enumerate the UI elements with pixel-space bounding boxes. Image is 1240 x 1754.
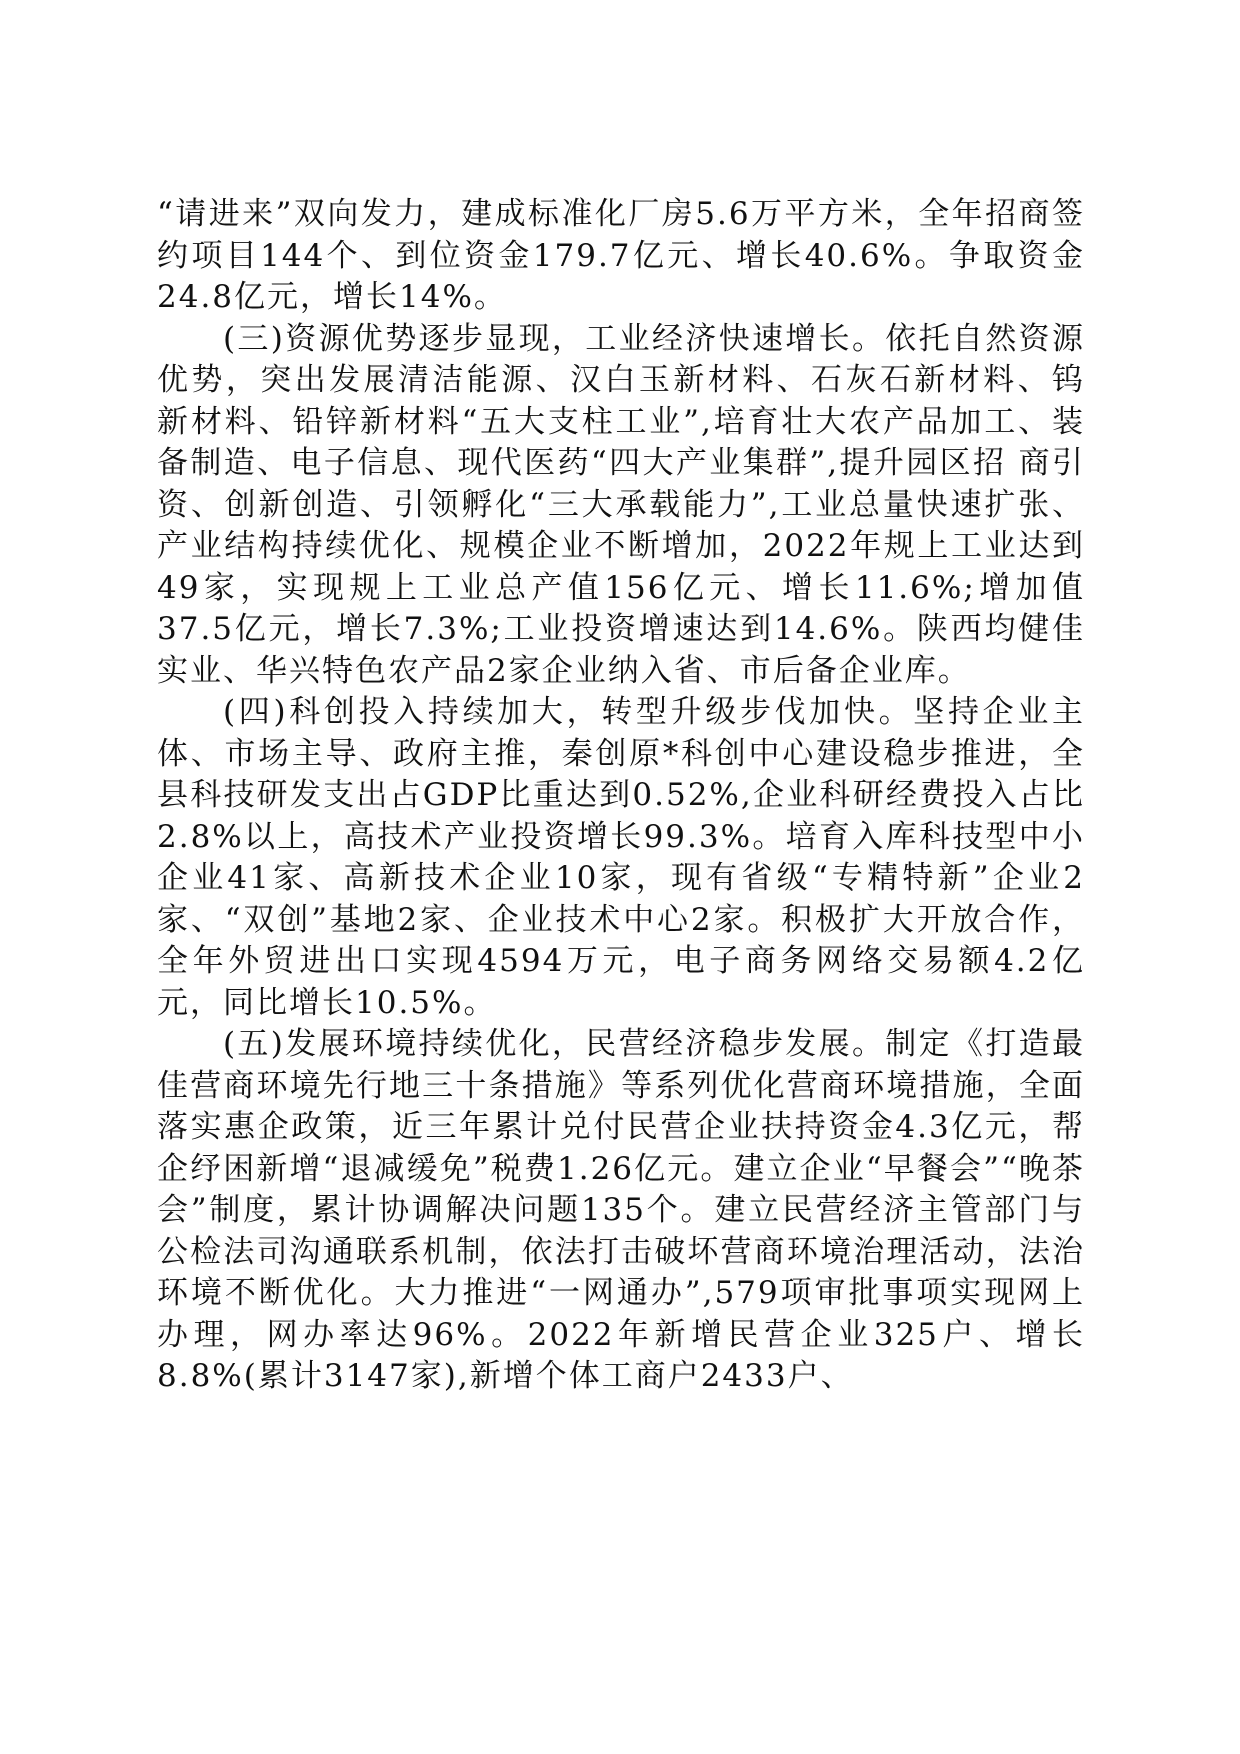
paragraph-section-3: (三)资源优势逐步显现，工业经济快速增长。依托自然资源优势，突出发展清洁能源、汉白玉新材料、石灰石新材料、钨 新材料、铅锌新材料“五大支柱工业”,培育壮大农产品加工、装备制造、电子信息、现代医药“四大产业集群”,提升园区招 商引资、创新创造、引领孵化“三大承载能力”,工业总量快速扩张、产业结构持续优化、规模企业不断增加，2022年规上工业达到49家，实现规上工业总产值156亿元、增长11.6%;增加值37.5亿元，增长7.3%;工业投资增速达到14.6%。陕西均健佳实业、华兴特色农产品2家企业纳入省、市后备企业库。 (157, 320, 1085, 689)
paragraph-1: “请进来”双向发力，建成标准化厂房5.6万平方米，全年招商签约项目144个、到位资金179.7亿元、增长40.6%。争取资金24.8亿元，增长14%。 (157, 196, 1085, 315)
paragraph-section-5: (五)发展环境持续优化，民营经济稳步发展。制定《打造最佳营商环境先行地三十条措施》等系列优化营商环境措施，全面落实惠企政策，近三年累计兑付民营企业扶持资金4.3亿元，帮企纾困新增“退减缓免”税费1.26亿元。建立企业“早餐会”“晚茶会”制度，累计协调解决问题135个。建立民营经济主管部门与公检法司沟通联系机制，依法打击破坏营商环境治理活动，法治环境不断优化。大力推进“一网通办”,579项审批事项实现网上办理，网办率达96%。2022年新增民营企业325户、增长8.8%(累计3147家),新增个体工商户2433户、 (157, 1026, 1085, 1394)
paragraph-section-4: (四)科创投入持续加大，转型升级步伐加快。坚持企业主体、市场主导、政府主推，秦创原*科创中心建设稳步推进，全县科技研发支出占GDP比重达到0.52%,企业科研经费投入占比2.8%以上，高技术产业投资增长99.3%。培育入库科技型中小企业41家、高新技术企业10家，现有省级“专精特新”企业2家、“双创”基地2家、企业技术中心2家。积极扩大开放合作，全年外贸进出口实现4594万元，电子商务网络交易额4.2亿元，同比增长10.5%。 (157, 694, 1085, 1021)
document-body (157, 194, 1085, 1398)
